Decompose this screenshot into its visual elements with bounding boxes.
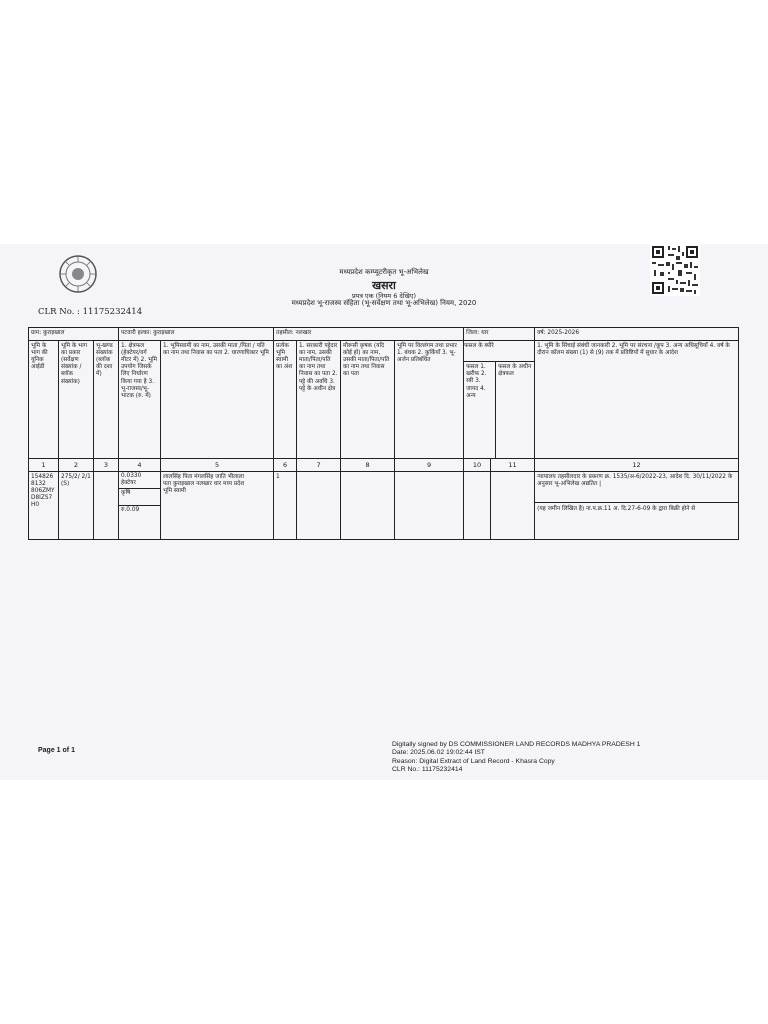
remarks-note: (यह जमीन लिखित है) ना.प.क्र.11 अ. दि.27-6-09 के द्वारा बिक्री होने से bbox=[537, 506, 696, 512]
header-crop bbox=[464, 341, 535, 459]
header-row bbox=[29, 341, 739, 459]
village-cell: ग्राम: कुराइखाल bbox=[29, 328, 119, 341]
digital-signature bbox=[392, 741, 640, 775]
lessee-cell bbox=[297, 472, 341, 540]
col-number: 1 bbox=[29, 459, 59, 472]
crop-cell bbox=[464, 472, 491, 540]
header-c4: 1. क्षेत्रफल (हेक्टेयर/वर्ग मीटर में) 2. भूमि उपयोग जिसके लिए निर्धारण किया गया है 3. भू-राजस्व/भू-भाटक (रु. में) bbox=[119, 341, 161, 459]
col-number: 9 bbox=[395, 459, 464, 472]
remarks-order: न्यायालय तहसीलदार के प्रकरण क्र. 1535/अ-6/2022-23, आदेश दि. 30/11/2022 के अनुसार भू-अभिलेख अद्यतित | bbox=[535, 472, 738, 503]
header-c5: 1. भूमिस्वामी का नाम, उसकी माता /पिता / पति का नाम तथा निवास का पता 2. धारणाधिकार भूमि bbox=[161, 341, 274, 459]
owner-name: लालसिंह पिता मंगलसिंह जाति भीलाला bbox=[163, 473, 245, 480]
col-number: 5 bbox=[161, 459, 274, 472]
revenue-value: रु.0.09 bbox=[119, 505, 160, 522]
year-cell: वर्ष: 2025-2026 bbox=[535, 328, 739, 341]
area-cell bbox=[119, 472, 161, 540]
col-number: 6 bbox=[274, 459, 297, 472]
col-number: 10 bbox=[464, 459, 491, 472]
col-number: 2 bbox=[59, 459, 94, 472]
header-c8: मौरूसी कृषक (यदि कोई हो) का नाम, उसकी माता/पिता/पति का नाम तथा निवास का पता bbox=[341, 341, 395, 459]
header-c1: भूमि के भाग की यूनिक आईडी bbox=[29, 341, 59, 459]
signature-signer: Digitally signed by DS COMMISSIONER LAND RECORDS MADHYA PRADESH 1 bbox=[392, 741, 641, 748]
header-c9: भूमि पर विल्लंगम तथा प्रभार 1. बंधक 2. कुर्कियाँ 3. भू-अर्जन प्रतिबंधित bbox=[395, 341, 464, 459]
land-use-value: कृषि bbox=[119, 488, 160, 505]
document-title: खसरा bbox=[372, 279, 396, 292]
tenure-type: भूमि स्वामी bbox=[163, 487, 186, 494]
tehsil-cell: तहसील: नलखार bbox=[274, 328, 464, 341]
col-number: 3 bbox=[94, 459, 119, 472]
share-cell: 1 bbox=[274, 472, 297, 540]
crop-area-cell bbox=[491, 472, 535, 540]
header-c7: 1. सरकारी पट्टेदार का नाम, उसकी माता/पिता/पति का नाम तथा निवास का पता 2. पट्टे की अवधि 3. पट्टे के अधीन क्षेत्र bbox=[297, 341, 341, 459]
khasra-table bbox=[28, 327, 739, 540]
district-cell: जिला: धार bbox=[464, 328, 535, 341]
header-c10: फसल 1. खरीफ 2. रबी 3. जायद 4. अन्य bbox=[464, 362, 496, 458]
col-number: 4 bbox=[119, 459, 161, 472]
header-form: प्रपत्र एक (नियम 6 देखिए) bbox=[351, 292, 417, 300]
encumbrance-cell bbox=[395, 472, 464, 540]
plot-number-cell bbox=[94, 472, 119, 540]
header-c6: प्रत्येक भूमि स्वामी का अंश bbox=[274, 341, 297, 459]
halka-cell: पटवारी हल्का: कुराइखाल bbox=[119, 328, 274, 341]
header-rules: मध्यप्रदेश भू-राजस्व संहिता (भू-सर्वेक्षण तथा भू-अभिलेख) नियम, 2020 bbox=[291, 299, 477, 307]
clr-number: CLR No. : 11175232414 bbox=[38, 307, 143, 317]
table-row bbox=[29, 472, 739, 540]
unique-id-cell: 154826 8132 806ZMY D8IZS7 H0 bbox=[29, 472, 59, 540]
col-number: 11 bbox=[491, 459, 535, 472]
area-value: 0.0330 हेक्टेयर bbox=[121, 473, 142, 487]
tenant-cell bbox=[341, 472, 395, 540]
survey-number-cell: 275/2/ 2/1 (S) bbox=[59, 472, 94, 540]
signature-date: Date: 2025.06.02 19:02:44 IST bbox=[392, 749, 485, 757]
owner-address: पता कुराइखाल नलखार धार मध्य प्रदेश bbox=[163, 480, 245, 487]
location-row bbox=[29, 328, 739, 341]
header-c10-11: फसल के ब्यौरे bbox=[464, 341, 535, 362]
header-c12: 1. भूमि के सिंचाई संबंधी जानकारी 2. भूमि पर संरचना /कूप 3. अन्य अधिसूचियाँ 4. वर्ष के दौरान कॉलम संख्या (1) से (9) तक में प्रविष्टियों में सुधार के आदेश bbox=[535, 341, 739, 459]
remarks-cell bbox=[535, 472, 739, 540]
header-c2: भूमि के भाग का प्रकार (सर्वेक्षण संख्यांक /ब्लॉक संख्यांक) bbox=[59, 341, 94, 459]
col-number: 7 bbox=[297, 459, 341, 472]
signature-reason: Reason: Digital Extract of Land Record - Khasra Copy bbox=[392, 757, 555, 765]
page-number: Page 1 of 1 bbox=[38, 747, 75, 754]
owner-cell bbox=[161, 472, 274, 540]
header-c3: भू-खण्ड संख्यांक (ब्लॉक की दशा में) bbox=[94, 341, 119, 459]
col-number: 12 bbox=[535, 459, 739, 472]
column-number-row bbox=[29, 459, 739, 472]
header-state: मध्यप्रदेश कम्प्यूटरीकृत भू-अभिलेख bbox=[339, 268, 429, 276]
signature-clr: CLR No.: 11175232414 bbox=[392, 766, 463, 774]
header-c11: फसल के अधीन क्षेत्रफल bbox=[498, 364, 532, 378]
col-number: 8 bbox=[341, 459, 395, 472]
